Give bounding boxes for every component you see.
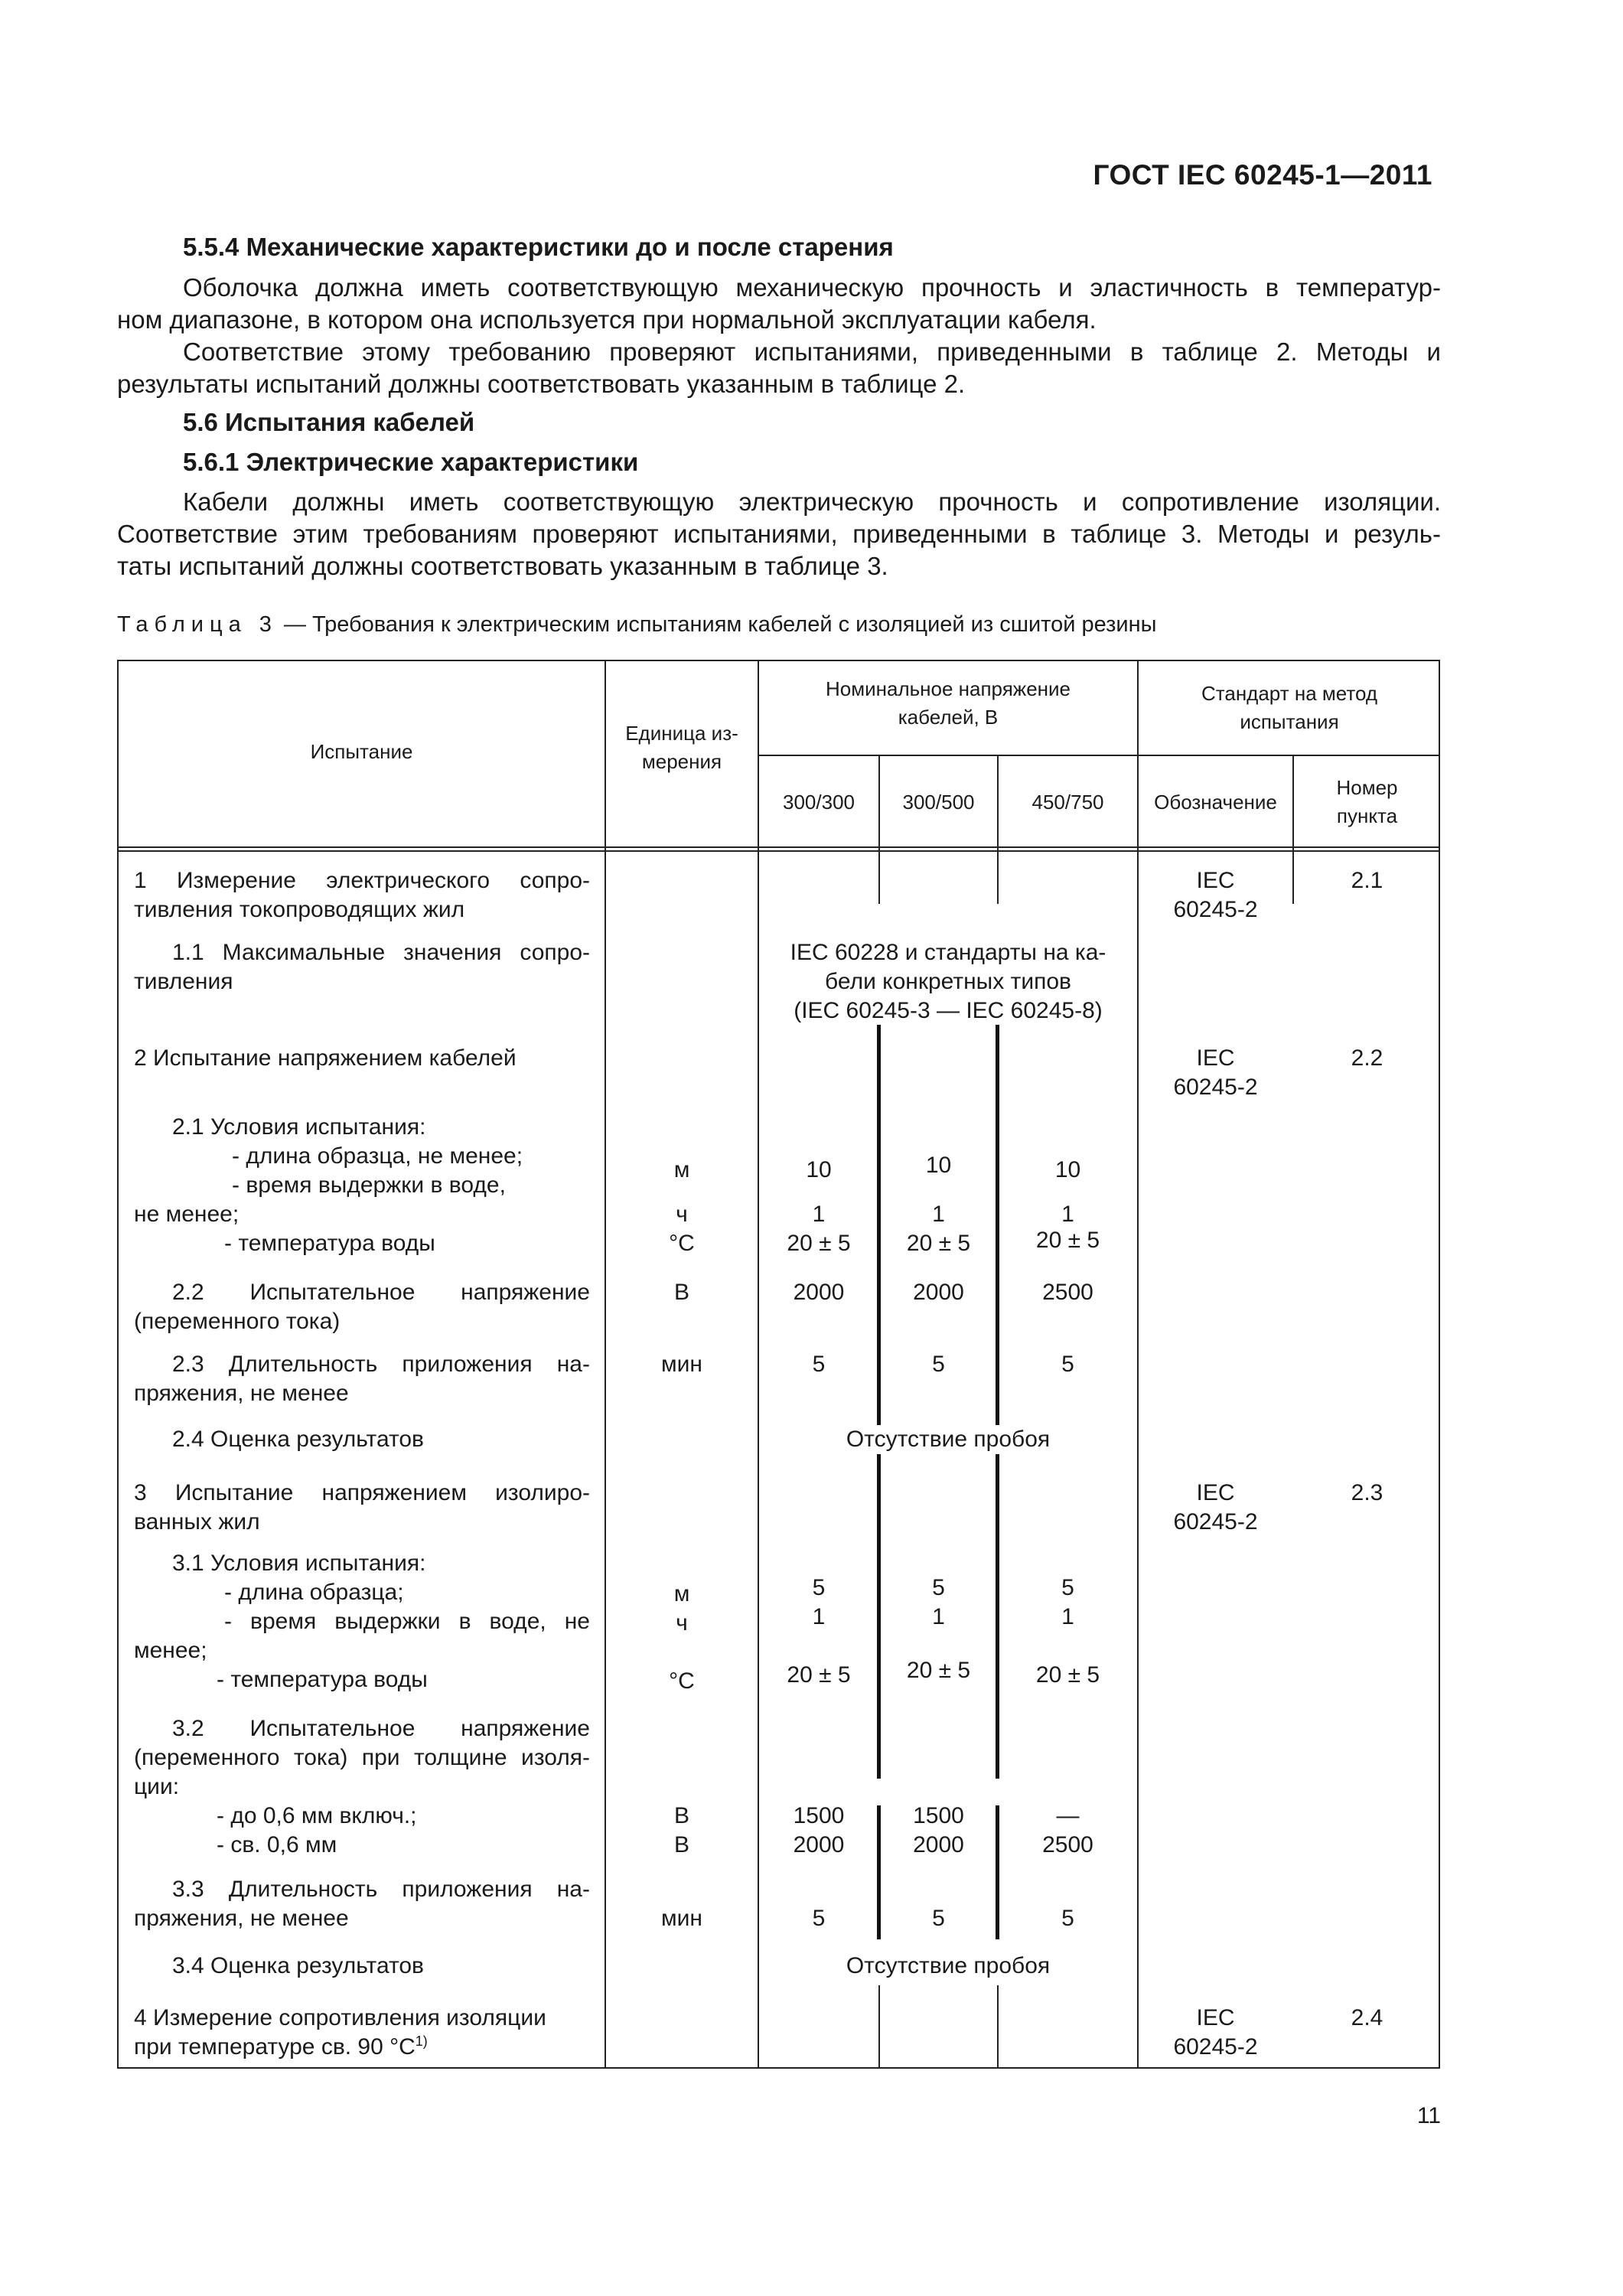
row-2-3-v2: 5	[932, 1352, 945, 1377]
head-unit: Единица из- мерения	[625, 722, 738, 773]
row-3-1-temp-v2: 20 ± 5	[906, 1658, 971, 1683]
row-2-2-v2: 2000	[913, 1280, 964, 1305]
row-2-1-time-v1: 1	[812, 1202, 826, 1227]
head-designation: Обозначение	[1154, 791, 1277, 814]
row-2-4-test: 2.4 Оценка результатов	[172, 1427, 424, 1452]
row-3-1-unit-time: ч	[676, 1610, 688, 1636]
row-3-2-a-v1: 1500	[793, 1803, 845, 1828]
row-2-clause: 2.2	[1351, 1045, 1383, 1071]
row-2-3-test: 2.3 Длительность приложения на- пряжения, не менее	[134, 1352, 590, 1406]
row-3-1-temp-v3: 20 ± 5	[1035, 1662, 1100, 1688]
row-3-3-v1: 5	[812, 1906, 826, 1931]
row-line	[758, 755, 1440, 756]
row-3-3-v2: 5	[932, 1906, 945, 1931]
head-v2: 300/500	[902, 791, 975, 814]
row-2-1-len-v3: 10	[1054, 1157, 1081, 1182]
row-2-2-v1: 2000	[793, 1280, 845, 1305]
row-3-1-len-v3: 5	[1061, 1575, 1074, 1600]
row-3-2-test: 3.2 Испытательное напряжение (переменного тока) при толщине изоля- ции: - до 0,6 мм включ.; - св. 0,6 мм	[134, 1716, 590, 1857]
row-3-1-time-v1: 1	[812, 1604, 826, 1629]
row-2-3-v3: 5	[1061, 1352, 1074, 1377]
row-3-4-test: 3.4 Оценка результатов	[172, 1953, 424, 1978]
row-3-2-unit-b: В	[673, 1832, 689, 1857]
row-2-test: 2 Испытание напряжением кабелей	[134, 1045, 517, 1071]
head-v3: 450/750	[1031, 791, 1104, 814]
row-2-2-test: 2.2 Испытательное напряжение (переменного тока)	[134, 1280, 590, 1334]
row-3-3-v3: 5	[1061, 1906, 1074, 1931]
row-1-clause: 2.1	[1351, 868, 1383, 893]
row-2-3-v1: 5	[812, 1352, 826, 1377]
row-3-2-b-v2: 2000	[913, 1832, 964, 1857]
row-2-1-unit-time: ч	[676, 1202, 688, 1227]
row-1-test: 1 Измерение электрического сопро- тивления токопроводящих жил	[134, 868, 590, 922]
section-561-title: 5.6.1 Электрические характеристики	[183, 448, 639, 476]
row-3-2-unit-a: В	[673, 1803, 689, 1828]
table-caption: Таблица 3 — Требования к электрическим испытаниям кабелей с изоляцией из сшитой резины	[117, 612, 1157, 637]
row-3-1-unit-temp: °С	[669, 1668, 695, 1694]
row-4-standard: IEC 60245-2	[1173, 2005, 1258, 2060]
row-2-1-temp-v3: 20 ± 5	[1035, 1228, 1100, 1253]
row-3-1-unit-length: м	[673, 1581, 690, 1606]
row-2-1-len-v1: 10	[806, 1157, 832, 1182]
row-3-1-time-v2: 1	[932, 1604, 945, 1629]
row-3-clause: 2.3	[1351, 1480, 1383, 1505]
row-3-2-a-v2: 1500	[913, 1803, 964, 1828]
row-2-1-time-v3: 1	[1061, 1202, 1074, 1227]
head-v1: 300/300	[783, 791, 855, 814]
row-4-test: 4 Измерение сопротивления изоляции при температуре св. 90 $^\circ С^{1)}$	[134, 2005, 546, 2060]
row-line	[119, 846, 1440, 848]
row-3-1-len-v2: 5	[932, 1575, 945, 1600]
row-1-1-test: 1.1 Максимальные значения сопро- тивления	[134, 940, 590, 994]
col-line	[997, 850, 999, 904]
row-2-1-test: 2.1 Условия испытания: - длина образца, не менее; - время выдержки в воде, не менее; - температура воды	[134, 1114, 523, 1256]
col-line	[997, 1985, 999, 2069]
row-3-3-test: 3.3 Длительность приложения на- пряжения, не менее	[134, 1877, 590, 1931]
row-3-2-b-v1: 2000	[793, 1832, 845, 1857]
row-2-2-unit: В	[673, 1280, 689, 1305]
row-2-standard: IEC 60245-2	[1173, 1045, 1258, 1100]
row-2-1-temp-v1: 20 ± 5	[787, 1231, 851, 1256]
row-3-2-b-v3: 2500	[1042, 1832, 1093, 1857]
row-3-2-a-v3: —	[1056, 1803, 1080, 1828]
row-2-2-v3: 2500	[1042, 1280, 1093, 1305]
row-4-clause: 2.4	[1351, 2005, 1383, 2030]
document-code: ГОСТ IEC 60245-1—2011	[1093, 159, 1432, 191]
section-554-paragraph-2: Соответствие этому требованию проверяют испытаниями, приведенными в таблице 2. Методы и результаты испытаний должны соответствовать указанным в таблице 2.	[117, 338, 1441, 398]
col-line	[878, 850, 880, 904]
row-2-1-time-v2: 1	[932, 1202, 945, 1227]
row-2-1-temp-v2: 20 ± 5	[906, 1231, 971, 1256]
col-line	[878, 1985, 880, 2069]
row-3-1-time-v3: 1	[1061, 1604, 1074, 1629]
row-2-1-len-v2: 10	[925, 1153, 952, 1178]
row-1-1-value: IEC 60228 и стандарты на ка- бели конкретных типов (IEC 60245-3 — IEC 60245-8)	[790, 940, 1106, 1023]
row-3-1-temp-v1: 20 ± 5	[787, 1662, 851, 1688]
row-1-standard: IEC 60245-2	[1173, 868, 1258, 922]
row-2-3-unit: мин	[661, 1352, 702, 1377]
requirements-table	[117, 660, 1440, 2069]
row-2-1-unit-temp: °С	[669, 1231, 695, 1256]
head-standard: Стандарт на метод испытания	[1201, 682, 1378, 733]
head-voltage: Номинальное напряжение кабелей, В	[825, 677, 1071, 729]
head-test: Испытание	[310, 740, 413, 763]
row-3-standard: IEC 60245-2	[1173, 1480, 1258, 1534]
row-2-4-value: Отсутствие пробоя	[759, 1425, 1137, 1454]
page-number: 11	[1416, 2103, 1441, 2128]
row-2-1-unit-length: м	[673, 1157, 690, 1182]
section-554-paragraph-1: Оболочка должна иметь соответствующую механическую прочность и эластичность в температур- ном диапазоне, в котором она используется при нормальной эксплуатации кабеля.	[117, 273, 1441, 334]
section-554-title: 5.5.4 Механические характеристики до и после старения	[183, 233, 894, 261]
row-3-1-test: 3.1 Условия испытания: - длина образца; - время выдержки в воде, не менее; - температура воды	[134, 1551, 590, 1692]
row-line	[119, 850, 1440, 852]
section-56-title: 5.6 Испытания кабелей	[183, 408, 475, 436]
row-3-1-len-v1: 5	[812, 1575, 826, 1600]
row-3-4-value: Отсутствие пробоя	[759, 1952, 1137, 1981]
head-clause: Номер пункта	[1336, 776, 1398, 827]
row-3-3-unit: мин	[661, 1906, 702, 1931]
row-3-test: 3 Испытание напряжением изолиро- ванных жил	[134, 1480, 590, 1534]
section-561-paragraph: Кабели должны иметь соответствующую электрическую прочность и сопротивление изоляции. Соответствие этим требованиям проверяют испытаниями, приведенными в таблице 3. Методы и резуль- таты испытаний должны соответствовать указанным в таблице 3.	[117, 488, 1441, 580]
